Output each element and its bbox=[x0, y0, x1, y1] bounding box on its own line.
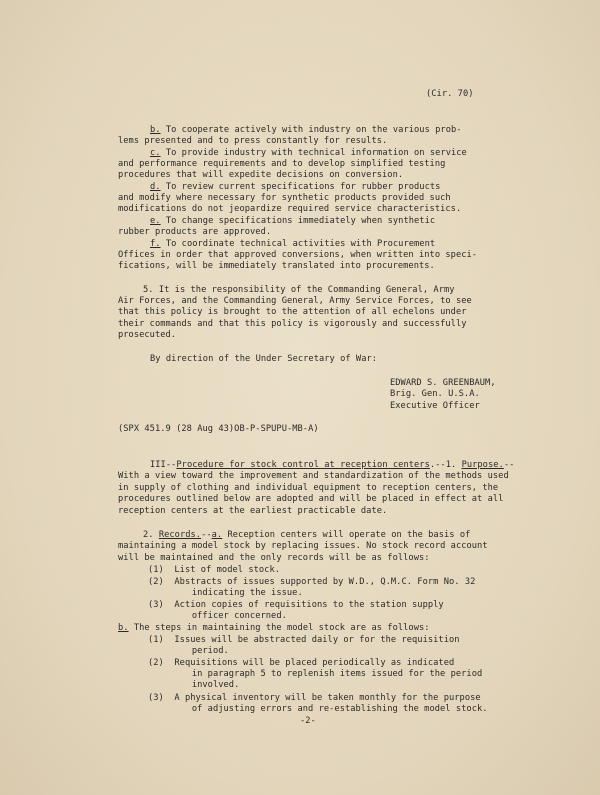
section-3-line-1: With a view toward the improvement and standardization of the methods used bbox=[118, 471, 509, 481]
para-c-label: c. bbox=[150, 148, 161, 158]
steps-heading: b. The steps in maintaining the model stock are as follows: bbox=[118, 623, 430, 633]
records-line-2: will be maintained and the only records will be as follows: bbox=[118, 553, 430, 563]
para-e-label: e. bbox=[150, 216, 161, 226]
para-b-line-2: lems presented and to press constantly for results. bbox=[118, 136, 388, 146]
para-c-line-3: procedures that will expedite decisions on conversion. bbox=[118, 170, 404, 180]
steps-item-2-cont-1: in paragraph 5 to replenish items issued for the period bbox=[176, 669, 483, 679]
para-c-line-1: c. To provide industry with technical information on service bbox=[150, 148, 467, 158]
records-item-2: (2) Abstracts of issues supported by W.D., Q.M.C. Form No. 32 bbox=[148, 577, 476, 587]
steps-label: b. bbox=[118, 623, 129, 633]
para-d-line-2: and modify where necessary for synthetic products provided such bbox=[118, 193, 451, 203]
signature-rank: Brig. Gen. U.S.A. bbox=[390, 389, 480, 399]
para-d-line-3: modifications do not jeopardize required service characteristics. bbox=[118, 204, 462, 214]
signature-name: EDWARD S. GREENBAUM, bbox=[390, 378, 496, 388]
para-b-line-1: b. To cooperate actively with industry on the various prob- bbox=[150, 125, 462, 135]
steps-item-1: (1) Issues will be abstracted daily or for the requisition bbox=[148, 635, 460, 645]
records-item-3: (3) Action copies of requisitions to the station supply bbox=[148, 600, 444, 610]
para-5-line-3: that this policy is brought to the attention of all echelons under bbox=[118, 307, 467, 317]
section-3-line-2: in supply of clothing and individual equipment to reception centers, the bbox=[118, 483, 499, 493]
records-heading: 2. Records.--a. Reception centers will operate on the basis of bbox=[143, 530, 471, 540]
para-f-line-3: fications, will be immediately translated into procurements. bbox=[118, 261, 435, 271]
para-c-line-2: and performance requirements and to develop simplified testing bbox=[118, 159, 446, 169]
records-item-3-cont: officer concerned. bbox=[176, 611, 287, 621]
records-item-1: (1) List of model stock. bbox=[148, 565, 281, 575]
section-3-heading: III--Procedure for stock control at reception centers.--1. Purpose.-- bbox=[150, 460, 515, 470]
section-3-line-4: reception centers at the earliest practicable date. bbox=[118, 506, 388, 516]
signature-title: Executive Officer bbox=[390, 401, 480, 411]
steps-item-2: (2) Requisitions will be placed periodically as indicated bbox=[148, 658, 455, 668]
file-reference: (SPX 451.9 (28 Aug 43)OB-P-SPUPU-MB-A) bbox=[118, 424, 319, 434]
circular-ref: (Cir. 70) bbox=[426, 89, 474, 99]
records-label: Records. bbox=[158, 530, 202, 540]
para-e-line-1: e. To change specifications immediately when synthetic bbox=[150, 216, 436, 226]
para-f-line-2: Offices in order that approved conversions, when written into speci- bbox=[118, 250, 478, 260]
para-e-line-2: rubber products are approved. bbox=[118, 227, 272, 237]
page-number: -2- bbox=[300, 716, 316, 726]
purpose-label: Purpose. bbox=[461, 460, 504, 470]
para-5-line-5: prosecuted. bbox=[118, 330, 177, 340]
para-f-line-1: f. To coordinate technical activities with Procurement bbox=[150, 239, 436, 249]
para-d-line-1: d. To review current specifications for rubber products bbox=[150, 182, 441, 192]
para-b-label: b. bbox=[150, 125, 161, 135]
para-d-label: d. bbox=[150, 182, 161, 192]
para-5-line-2: Air Forces, and the Commanding General, Army Service Forces, to see bbox=[118, 296, 472, 306]
section-3-line-3: procedures outlined below are adopted and will be placed in effect at all bbox=[118, 494, 504, 504]
section-3-title: Procedure for stock control at reception centers bbox=[176, 460, 430, 470]
para-5-line-4: their commands and that this policy is vigorously and successfully bbox=[118, 319, 467, 329]
steps-item-3: (3) A physical inventory will be taken monthly for the purpose bbox=[148, 693, 481, 703]
direction-line: By direction of the Under Secretary of War: bbox=[150, 354, 378, 364]
steps-item-1-cont: period. bbox=[176, 646, 229, 656]
steps-item-3-cont: of adjusting errors and re-establishing the model stock. bbox=[176, 704, 488, 714]
steps-item-2-cont-2: involved. bbox=[176, 680, 240, 690]
para-f-label: f. bbox=[150, 239, 161, 249]
para-5-line-1: 5. It is the responsibility of the Commanding General, Army bbox=[143, 285, 455, 295]
records-item-2-cont: indicating the issue. bbox=[176, 588, 303, 598]
records-line-1: maintaining a model stock by replacing issues. No stock record account bbox=[118, 541, 488, 551]
